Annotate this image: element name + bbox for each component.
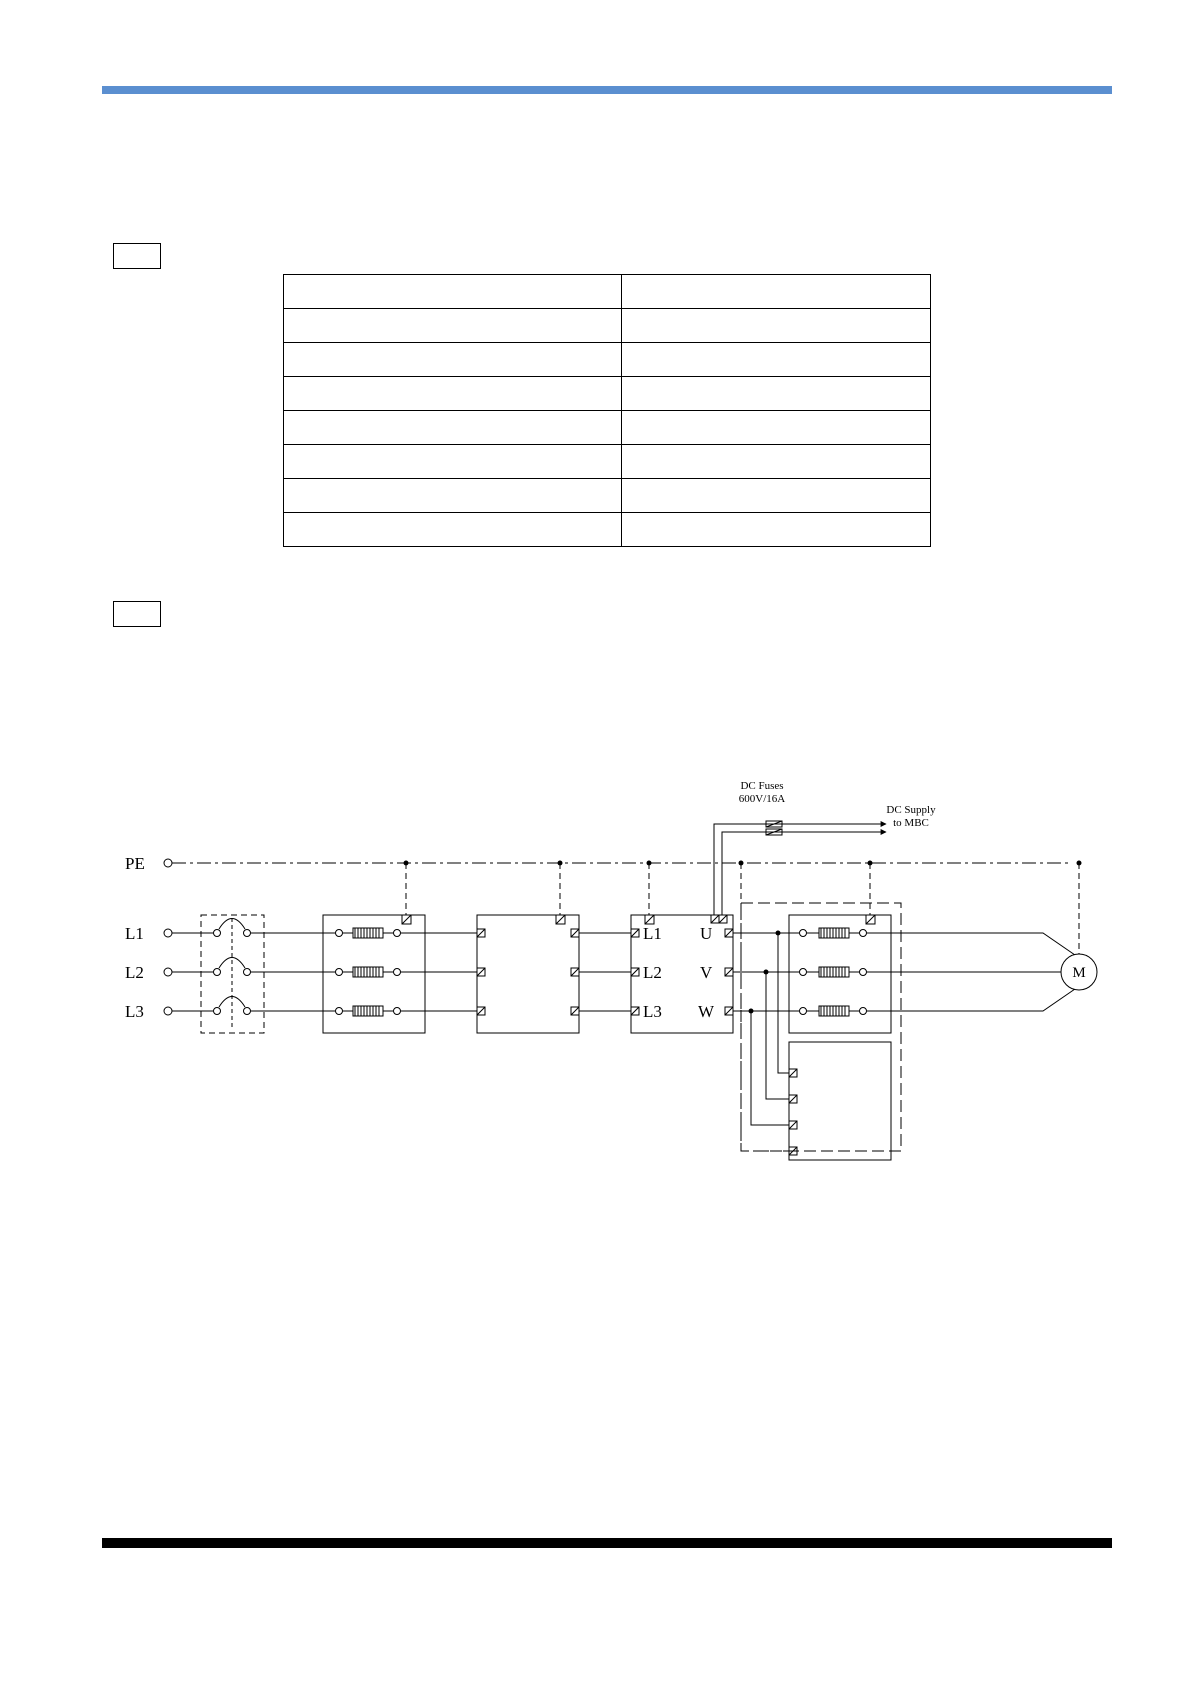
drive-v-label: V — [700, 963, 713, 982]
table-row — [284, 275, 931, 309]
table-cell — [284, 513, 622, 547]
motor-label: M — [1072, 965, 1086, 981]
table-row — [284, 377, 931, 411]
table-cell — [622, 377, 931, 411]
drive-u-label: U — [700, 924, 713, 943]
l1-label: L1 — [125, 924, 144, 943]
capacitor-box — [789, 1042, 891, 1160]
l2-label: L2 — [125, 963, 144, 982]
l3-terminal — [164, 1007, 172, 1015]
table-cell — [284, 411, 622, 445]
drive-w-label: W — [698, 1002, 715, 1021]
table-row — [284, 479, 931, 513]
l2-terminal — [164, 968, 172, 976]
table-cell — [622, 479, 931, 513]
table-cell — [284, 445, 622, 479]
table-cell — [284, 479, 622, 513]
section-number-box-2 — [113, 601, 161, 627]
dc-fuses-label-2: 600V/16A — [738, 793, 786, 805]
dc-fuses-label-1: DC Fuses — [740, 780, 784, 792]
drive-l3-label: L3 — [643, 1002, 662, 1021]
table-row — [284, 411, 931, 445]
table-row — [284, 513, 931, 547]
table-cell — [284, 377, 622, 411]
spec-table — [283, 274, 931, 547]
table-cell — [284, 275, 622, 309]
section-number-box-1 — [113, 243, 161, 269]
table-row — [284, 445, 931, 479]
l3-label: L3 — [125, 1002, 144, 1021]
emc-filter-box — [477, 915, 579, 1033]
table-cell — [622, 275, 931, 309]
table-cell — [622, 445, 931, 479]
table-cell — [622, 513, 931, 547]
output-filter-enclosure — [741, 903, 901, 1151]
table-cell — [284, 309, 622, 343]
wiring-diagram — [115, 770, 1105, 1170]
pe-terminal — [164, 859, 172, 867]
table-row — [284, 343, 931, 377]
table-cell — [622, 343, 931, 377]
footer-bar — [102, 1538, 1112, 1548]
dc-supply-label-1: DC Supply — [886, 804, 936, 816]
header-accent-bar — [102, 86, 1112, 94]
table-cell — [622, 309, 931, 343]
table-cell — [622, 411, 931, 445]
drive-l1-label: L1 — [643, 924, 662, 943]
table-cell — [284, 343, 622, 377]
pe-label: PE — [125, 854, 145, 873]
table-row — [284, 309, 931, 343]
l1-terminal — [164, 929, 172, 937]
dc-supply-label-2: to MBC — [893, 817, 929, 829]
drive-l2-label: L2 — [643, 963, 662, 982]
dc-supply-line-1 — [714, 824, 886, 915]
